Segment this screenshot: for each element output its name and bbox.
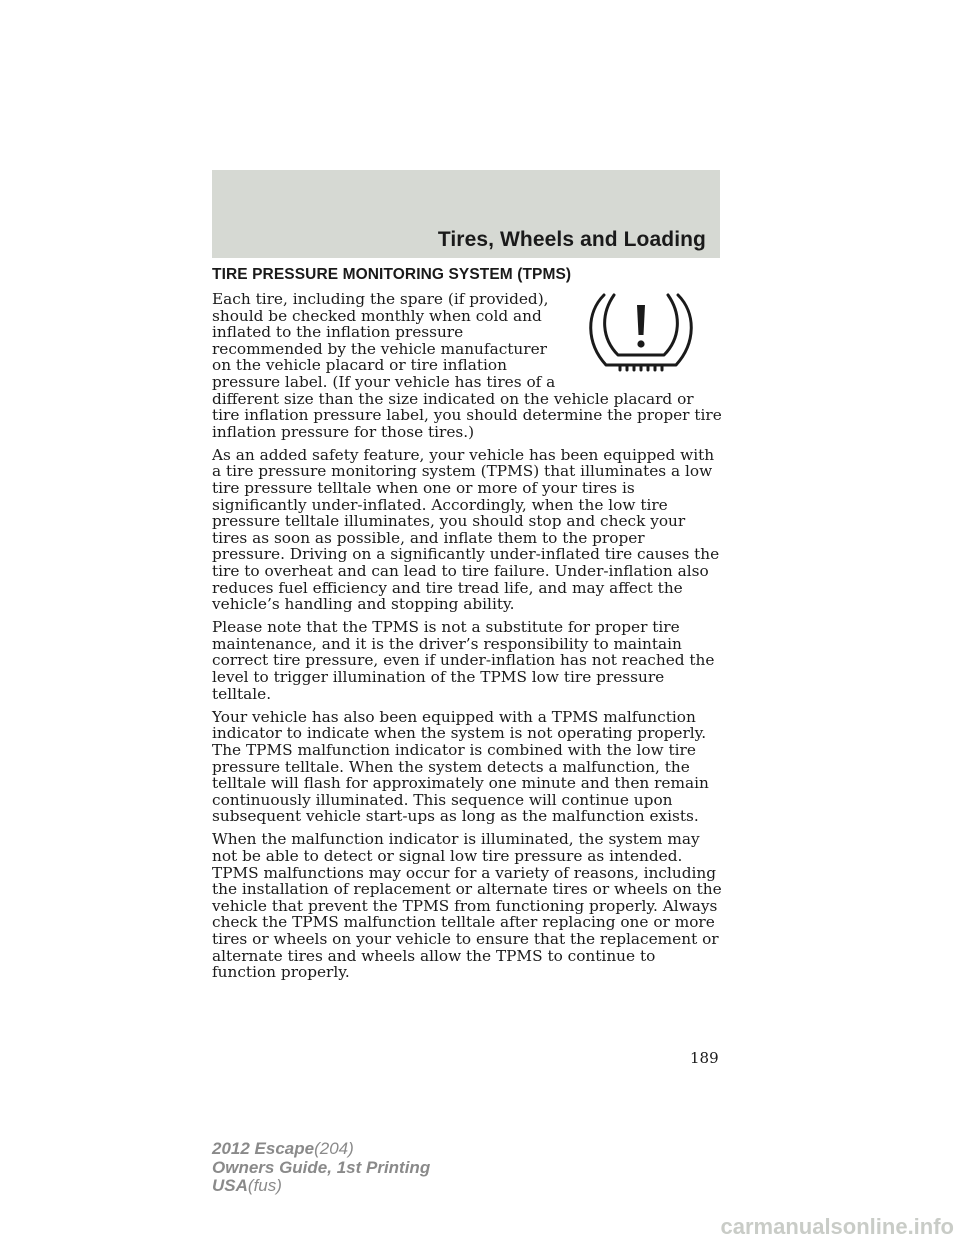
section-title: TIRE PRESSURE MONITORING SYSTEM (TPMS) (212, 266, 572, 283)
print-footer (212, 1140, 430, 1196)
paragraph-3: Please note that the TPMS is not a substitute for proper tire maintenance, and it is the driver’s responsibility to maintain correct tire pressure, even if under-inflation has not reached the level to trigger illumination of the TPMS low tire pressure telltale. (212, 618, 715, 703)
paragraph-4: Your vehicle has also been equipped with a TPMS malfunction indicator to indicate when the system is not operating properly. The TPMS malfunction indicator is combined with the low tire pressure telltale. When the system detects a malfunction, the telltale will flash for approximately one minute and then remain continuously illuminated. This sequence will continue upon subsequent vehicle start-ups as long as the malfunction exists. (212, 707, 709, 826)
page-number: 189 (690, 1049, 719, 1067)
paragraph-5: When the malfunction indicator is illuminated, the system may not be able to detect or signal low tire pressure as intended. TPMS malfunctions may occur for a variety of reasons, including the installation of replacement or alternate tires or wheels on the vehicle that prevent the TPMS from functioning properly. Always check the TPMS malfunction telltale after replacing one or more tires or wheels on your vehicle to ensure that the replacement or alternate tires and wheels allow the TPMS to continue to function properly. (212, 830, 722, 982)
watermark: carmanualsonline.info (720, 1214, 954, 1239)
footer-line-edition: Owners Guide, 1st Printing (212, 1157, 431, 1177)
tire-pressure-warning-icon (572, 287, 722, 383)
paragraph-1: Each tire, including the spare (if provided), should be checked monthly when cold and inflated to the inflation pressure recommended by the vehicle manufacturer on the vehicle placard or tire inflation pressure label. (If your vehicle has tires of a different size than the size indicated on the vehicle placard or tire inflation pressure label, you should determine the proper tire inflation pressure for those tires.) (212, 290, 722, 441)
footer-line-market: USA(fus) (212, 1176, 282, 1195)
footer-line-model: 2012 Escape(204) (212, 1139, 354, 1158)
chapter-title: Tires, Wheels and Loading (437, 228, 706, 251)
section-header-band (212, 170, 720, 258)
paragraph-2: As an added safety feature, your vehicle has been equipped with a tire pressure monitoring system (TPMS) that illuminates a low tire pressure telltale when one or more of your tires is significantly under-inflated. Accordingly, when the low tire pressure telltale illuminates, you should stop and check your tires as soon as possible, and inflate them to the proper pressure. Driving on a significantly under-inflated tire causes the tire to overheat and can lead to tire failure. Under-inflation also reduces fuel efficiency and tire tread life, and may affect the vehicle’s handling and stopping ability. (212, 445, 720, 614)
page-content (212, 266, 722, 987)
